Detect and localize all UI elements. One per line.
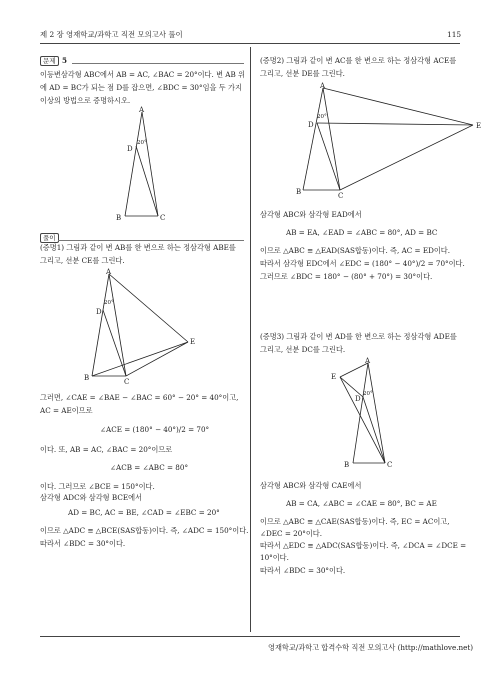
proof1-body-5: 삼각형 ADC와 삼각형 BCE에서 (40, 493, 142, 502)
label-A: A (139, 106, 145, 114)
proof2-eq1: AB = EA, ∠EAD = ∠ABC = 80°, AD = BC (286, 228, 438, 237)
proof1-body-7: 따라서 ∠BDC = 30°이다. (40, 539, 126, 548)
solution-rule (58, 240, 244, 241)
label-A: A (320, 82, 326, 90)
problem-tag: 문제 (40, 56, 59, 66)
proof1-line-1: (증명1) 그림과 같이 변 AB를 한 변으로 하는 정삼각형 ABE를 (40, 243, 236, 252)
label-D: D (355, 395, 361, 403)
label-B: B (344, 461, 350, 469)
proof2-line-1: (증명2) 그림과 같이 변 AC를 한 변으로 하는 정삼각형 ACE를 (260, 56, 457, 65)
proof2-body-2: 이므로 △ABC ≡ △EAD(SAS합동)이다. 즉, AC = ED이다. (260, 246, 451, 255)
proof2-body-4: 그러므로 ∠BDC = 180° − (80° + 70°) = 30°이다. (260, 272, 433, 281)
label-A: A (365, 357, 371, 365)
label-E: E (190, 338, 196, 346)
label-C: C (338, 192, 344, 200)
label-C: C (387, 461, 393, 469)
proof2-body-1: 삼각형 ABC와 삼각형 EAD에서 (260, 210, 362, 219)
proof1-eq3: AD = BC, AC = BE, ∠CAD = ∠EBC = 20° (68, 508, 220, 517)
proof3-body-2: 이므로 △ABC ≡ △CAE(SAS합동)이다. 즉, EC = AC이고, (260, 517, 450, 526)
proof1-line-2: 그리고, 선분 CE를 그린다. (40, 256, 125, 265)
proof1-body-6: 이므로 △ADC ≡ △BCE(SAS합동)이다. 즉, ∠ADC = 150°이다. (40, 526, 249, 535)
proof2-figure (290, 80, 490, 200)
running-header: 제 2 장 영재학교/과학고 직전 모의고사 풀이 (40, 30, 183, 39)
problem-number: 5 (62, 56, 68, 65)
proof3-body-1: 삼각형 ABC와 삼각형 CAE에서 (260, 481, 362, 490)
proof2-line-2: 그리고, 선분 DE를 그린다. (260, 69, 345, 78)
solution-tag: 풀이 (40, 233, 59, 243)
label-B: B (84, 374, 90, 382)
proof3-body-5: 10°이다. (260, 553, 289, 562)
column-divider (250, 47, 251, 632)
proof2-body-3: 따라서 삼각형 EDC에서 ∠EDC = (180° − 40°)/2 = 70°이다. (260, 259, 465, 268)
label-A: A (106, 268, 112, 276)
proof1-body-1: 그러면, ∠CAE = ∠BAE − ∠BAC = 60° − 20° = 40°이고, (40, 393, 239, 402)
problem-rule (72, 63, 244, 64)
proof3-body-3: ∠DEC = 20°이다. (260, 529, 323, 538)
label-D: D (127, 145, 133, 153)
label-C: C (124, 378, 130, 386)
proof1-eq1: ∠ACE = (180° − 40°)/2 = 70° (100, 425, 210, 434)
proof1-body-3: 이다. 또, AB = AC, ∠BAC = 20°이므로 (40, 445, 173, 454)
problem-line-2: 에 AD = BC가 되는 점 D를 잡으면, ∠BDC = 30°임을 두 가지 (40, 83, 242, 92)
problem-figure (100, 104, 190, 224)
proof3-line-1: (증명3) 그림과 같이 변 AD를 한 변으로 하는 정삼각형 ADE를 (260, 332, 457, 341)
angle-label: 20° (363, 391, 373, 397)
proof3-figure (325, 355, 415, 475)
label-D: D (308, 121, 314, 129)
proof3-eq1: AB = CA, ∠ABC = ∠CAE = 80°, BC = AE (286, 499, 437, 508)
label-E: E (476, 122, 482, 130)
page-number: 115 (447, 30, 462, 39)
proof1-eq2: ∠ACB = ∠ABC = 80° (110, 463, 189, 472)
footer-text: 영재학교/과학고 합격수학 직전 모의고사 (http://mathlove.net) (268, 643, 474, 652)
header-rule (40, 43, 460, 44)
footer-rule (40, 636, 460, 637)
angle-label: 20° (137, 140, 147, 146)
proof1-body-4: 이다. 그러므로 ∠BCE = 150°이다. (40, 482, 155, 491)
label-E: E (331, 373, 337, 381)
proof3-body-4: 따라서 △EDC ≡ △ADC(SAS합동)이다. 즉, ∠DCA = ∠DCE = (260, 541, 467, 550)
label-D: D (96, 308, 102, 316)
problem-line-1: 이등변삼각형 ABC에서 AB = AC, ∠BAC = 20°이다. 변 AB 위 (40, 70, 245, 79)
proof3-line-2: 그리고, 선분 DC를 그린다. (260, 345, 346, 354)
label-B: B (116, 214, 122, 222)
proof1-figure (82, 266, 212, 386)
angle-label: 20° (104, 300, 114, 306)
problem-line-3: 이상의 방법으로 증명하시오. (40, 96, 131, 105)
label-C: C (160, 214, 166, 222)
proof3-body-6: 따라서 ∠BDC = 30°이다. (260, 566, 346, 575)
angle-label: 20° (317, 114, 327, 120)
label-B: B (296, 188, 302, 196)
proof1-body-2: AC = AE이므로 (40, 406, 93, 415)
